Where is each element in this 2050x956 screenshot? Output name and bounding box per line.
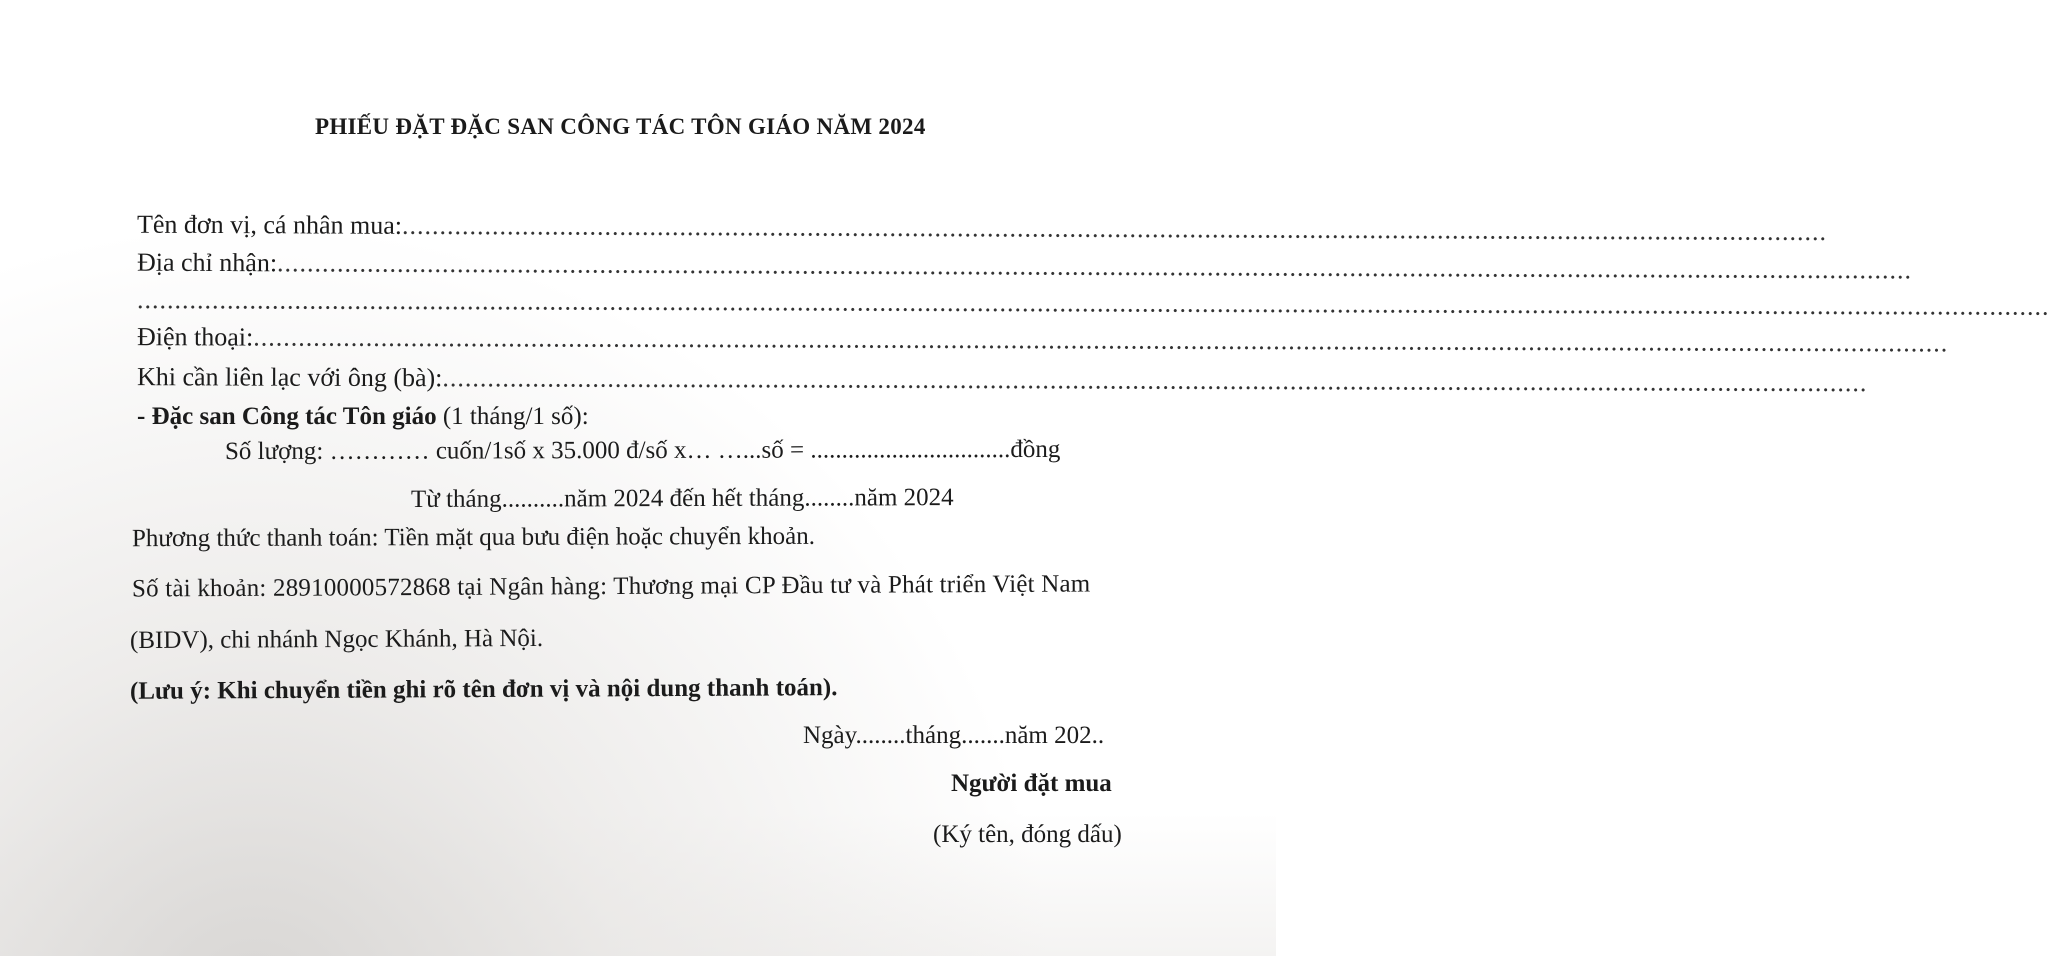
address-fill-line-2: ............................................................................................................................................................................................................................................................... [136, 285, 2050, 321]
payment-method: Phương thức thanh toán: Tiền mặt qua bưu điện hoặc chuyển khoản. [131, 522, 815, 553]
payment-note: (Lưu ý: Khi chuyển tiền ghi rõ tên đơn vị và nội dung thanh toán). [129, 674, 838, 705]
publication-prefix: - [137, 403, 152, 430]
date-line: Ngày........tháng.......năm 202.. [803, 722, 1105, 749]
publication-frequency: (1 tháng/1 số): [436, 403, 589, 430]
address-field [136, 247, 1913, 285]
publication-line [137, 402, 589, 432]
form-title: PHIẾU ĐẶT ĐẶC SAN CÔNG TÁC TÔN GIÁO NĂM 2024 [315, 114, 926, 139]
phone-field [136, 322, 1949, 358]
address-label: Địa chỉ nhận: [136, 247, 278, 278]
buyer-fill-line: .............................................................................................................................................................................................. [401, 210, 1828, 247]
buyer-label: Tên đơn vị, cá nhân mua: [136, 209, 403, 240]
phone-label: Điện thoại: [136, 322, 254, 352]
buyer-field [136, 209, 1828, 247]
period-line: Từ tháng..........năm 2024 đến hết tháng........năm 2024 [410, 484, 954, 513]
account-line-1: Số tài khoản: 28910000572868 tại Ngân hàng: Thương mại CP Đầu tư và Phát triển Việt Nam [131, 570, 1091, 603]
phone-fill-line: .................................................................................................................................................................................................................................. [253, 322, 1949, 358]
contact-field [136, 362, 1868, 398]
account-line-2: (BIDV), chi nhánh Ngọc Khánh, Hà Nội. [129, 624, 544, 655]
address-fill-line: .......................................................................................................................................................................................................................... [277, 248, 1913, 285]
signer-note: (Ký tên, đóng dấu) [933, 821, 1122, 848]
signer-title: Người đặt mua [951, 770, 1112, 797]
quantity-line: Số lượng: ………… cuốn/1số x 35.000 đ/số x… …...số = ................................đồng [224, 435, 1061, 466]
contact-label: Khi cần liên lạc với ông (bà): [136, 362, 443, 393]
contact-fill-line: .............................................................................................................................................................................................. [442, 363, 1868, 398]
publication-name: Đặc san Công tác Tôn giáo [151, 403, 437, 430]
